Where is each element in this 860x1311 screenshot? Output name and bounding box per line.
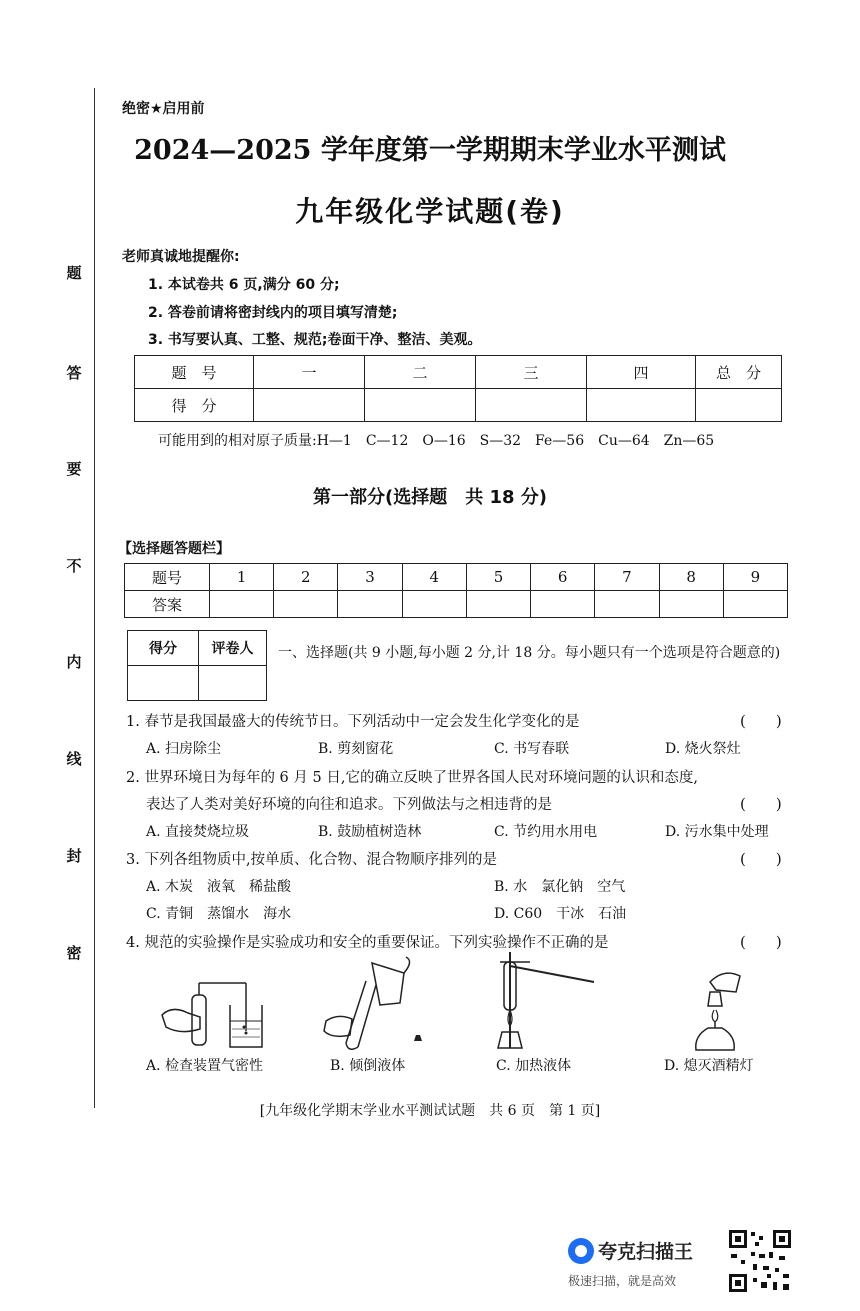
option: B. 鼓励植树造林 [318,824,422,840]
section-heading: 一、选择题(共 9 小题,每小题 2 分,计 18 分。每小题只有一个选项是符合题意的) [278,645,781,661]
page-footer: [九年级化学期末学业水平测试试题 共 6 页 第 1 页] [259,1103,601,1119]
scanner-logo-icon [568,1238,594,1264]
answer-row-label: 答案 [125,591,210,618]
question-number: 1 [210,564,274,591]
option: A. 直接焚烧垃圾 [146,824,250,840]
seal-char: 不 [66,557,82,575]
heating-liquid-figure [490,948,600,1053]
answer-row-label: 题号 [125,564,210,591]
option: B. 水 氯化钠 空气 [494,879,626,895]
exam-subtitle: 九年级化学试题(卷) [295,195,565,228]
score-cell [476,389,587,422]
figure-label: A. 检查装置气密性 [146,1058,264,1074]
option: C. 青铜 蒸馏水 海水 [146,906,292,922]
grader-cell [199,666,267,701]
grader-score-label: 得分 [128,631,199,666]
score-header: 二 [365,356,476,389]
answer-paren: ( ) [740,712,782,730]
airtightness-check-figure [160,975,270,1050]
option: C. 节约用水用电 [494,824,598,840]
score-header: 题 号 [135,356,254,389]
answer-sheet-heading: 【选择题答题栏】 [118,541,230,557]
score-cell [365,389,476,422]
question-number: 6 [531,564,595,591]
seal-char: 题 [66,264,82,282]
answer-cell [338,591,402,618]
question-stem: 1. 春节是我国最盛大的传统节日。下列活动中一定会发生化学变化的是 [126,714,580,730]
answer-cell [402,591,466,618]
answer-table [124,563,788,618]
score-header: 总 分 [696,356,782,389]
question-stem: 2. 世界环境日为每年的 6 月 5 日,它的确立反映了世界各国人民对环境问题的认识和态度, [126,770,699,786]
reminder-item: 2. 答卷前请将密封线内的项目填写清楚; [148,305,398,321]
option: A. 扫房除尘 [146,741,222,757]
answer-paren: ( ) [740,933,782,951]
question-number: 3 [338,564,402,591]
seal-char: 密 [66,944,82,962]
figure-label: D. 熄灭酒精灯 [664,1058,754,1074]
scanner-brand: 夸克扫描王 [598,1241,694,1263]
seal-char: 封 [66,847,82,865]
question-number: 9 [723,564,787,591]
answer-cell [595,591,659,618]
score-cell [696,389,782,422]
score-cell [587,389,696,422]
answer-cell [531,591,595,618]
score-table [134,355,782,422]
question-stem: 3. 下列各组物质中,按单质、化合物、混合物顺序排列的是 [126,852,498,868]
atomic-mass-note: 可能用到的相对原子质量:H—1 C—12 O—16 S—32 Fe—56 Cu—64 Zn—65 [158,433,715,449]
score-cell [254,389,365,422]
score-header: 一 [254,356,365,389]
question-number: 5 [466,564,530,591]
grader-name-label: 评卷人 [199,631,267,666]
option: D. 烧火祭灶 [665,741,741,757]
exam-title: 2024—2025 学年度第一学期期末学业水平测试 [134,135,726,166]
question-stem: 表达了人类对美好环境的向往和追求。下列做法与之相违背的是 [146,797,552,813]
option: B. 剪刻窗花 [318,741,394,757]
reminder-item: 1. 本试卷共 6 页,满分 60 分; [148,277,340,293]
option: A. 木炭 液氧 稀盐酸 [146,879,292,895]
seal-line [94,88,95,1108]
answer-cell [466,591,530,618]
option: C. 书写春联 [494,741,570,757]
reminder-item: 3. 书写要认真、工整、规范;卷面干净、整洁、美观。 [148,332,482,348]
pouring-liquid-figure [318,955,428,1055]
score-header: 三 [476,356,587,389]
part-title: 第一部分(选择题 共 18 分) [312,487,548,508]
seal-char: 线 [66,750,82,768]
classified-label: 绝密★启用前 [122,101,205,117]
answer-cell [210,591,274,618]
question-number: 8 [659,564,723,591]
question-number: 4 [402,564,466,591]
option: D. C60 干冰 石油 [494,906,627,922]
extinguish-lamp-figure [680,962,760,1054]
qr-code-icon [727,1228,793,1294]
seal-char: 要 [66,460,82,478]
reminder-title: 老师真诚地提醒你: [122,249,240,265]
score-row-label: 得 分 [135,389,254,422]
scanner-slogan: 极速扫描，就是高效 [568,1274,677,1288]
answer-paren: ( ) [740,850,782,868]
figure-label: B. 倾倒液体 [330,1058,406,1074]
option: D. 污水集中处理 [665,824,769,840]
answer-cell [659,591,723,618]
seal-char: 答 [66,364,82,382]
grader-table [127,630,267,701]
question-stem: 4. 规范的实验操作是实验成功和安全的重要保证。下列实验操作不正确的是 [126,935,609,951]
answer-cell [274,591,338,618]
grader-cell [128,666,199,701]
answer-paren: ( ) [740,795,782,813]
score-header: 四 [587,356,696,389]
answer-cell [723,591,787,618]
question-number: 2 [274,564,338,591]
figure-label: C. 加热液体 [496,1058,572,1074]
question-number: 7 [595,564,659,591]
seal-char: 内 [66,653,82,671]
